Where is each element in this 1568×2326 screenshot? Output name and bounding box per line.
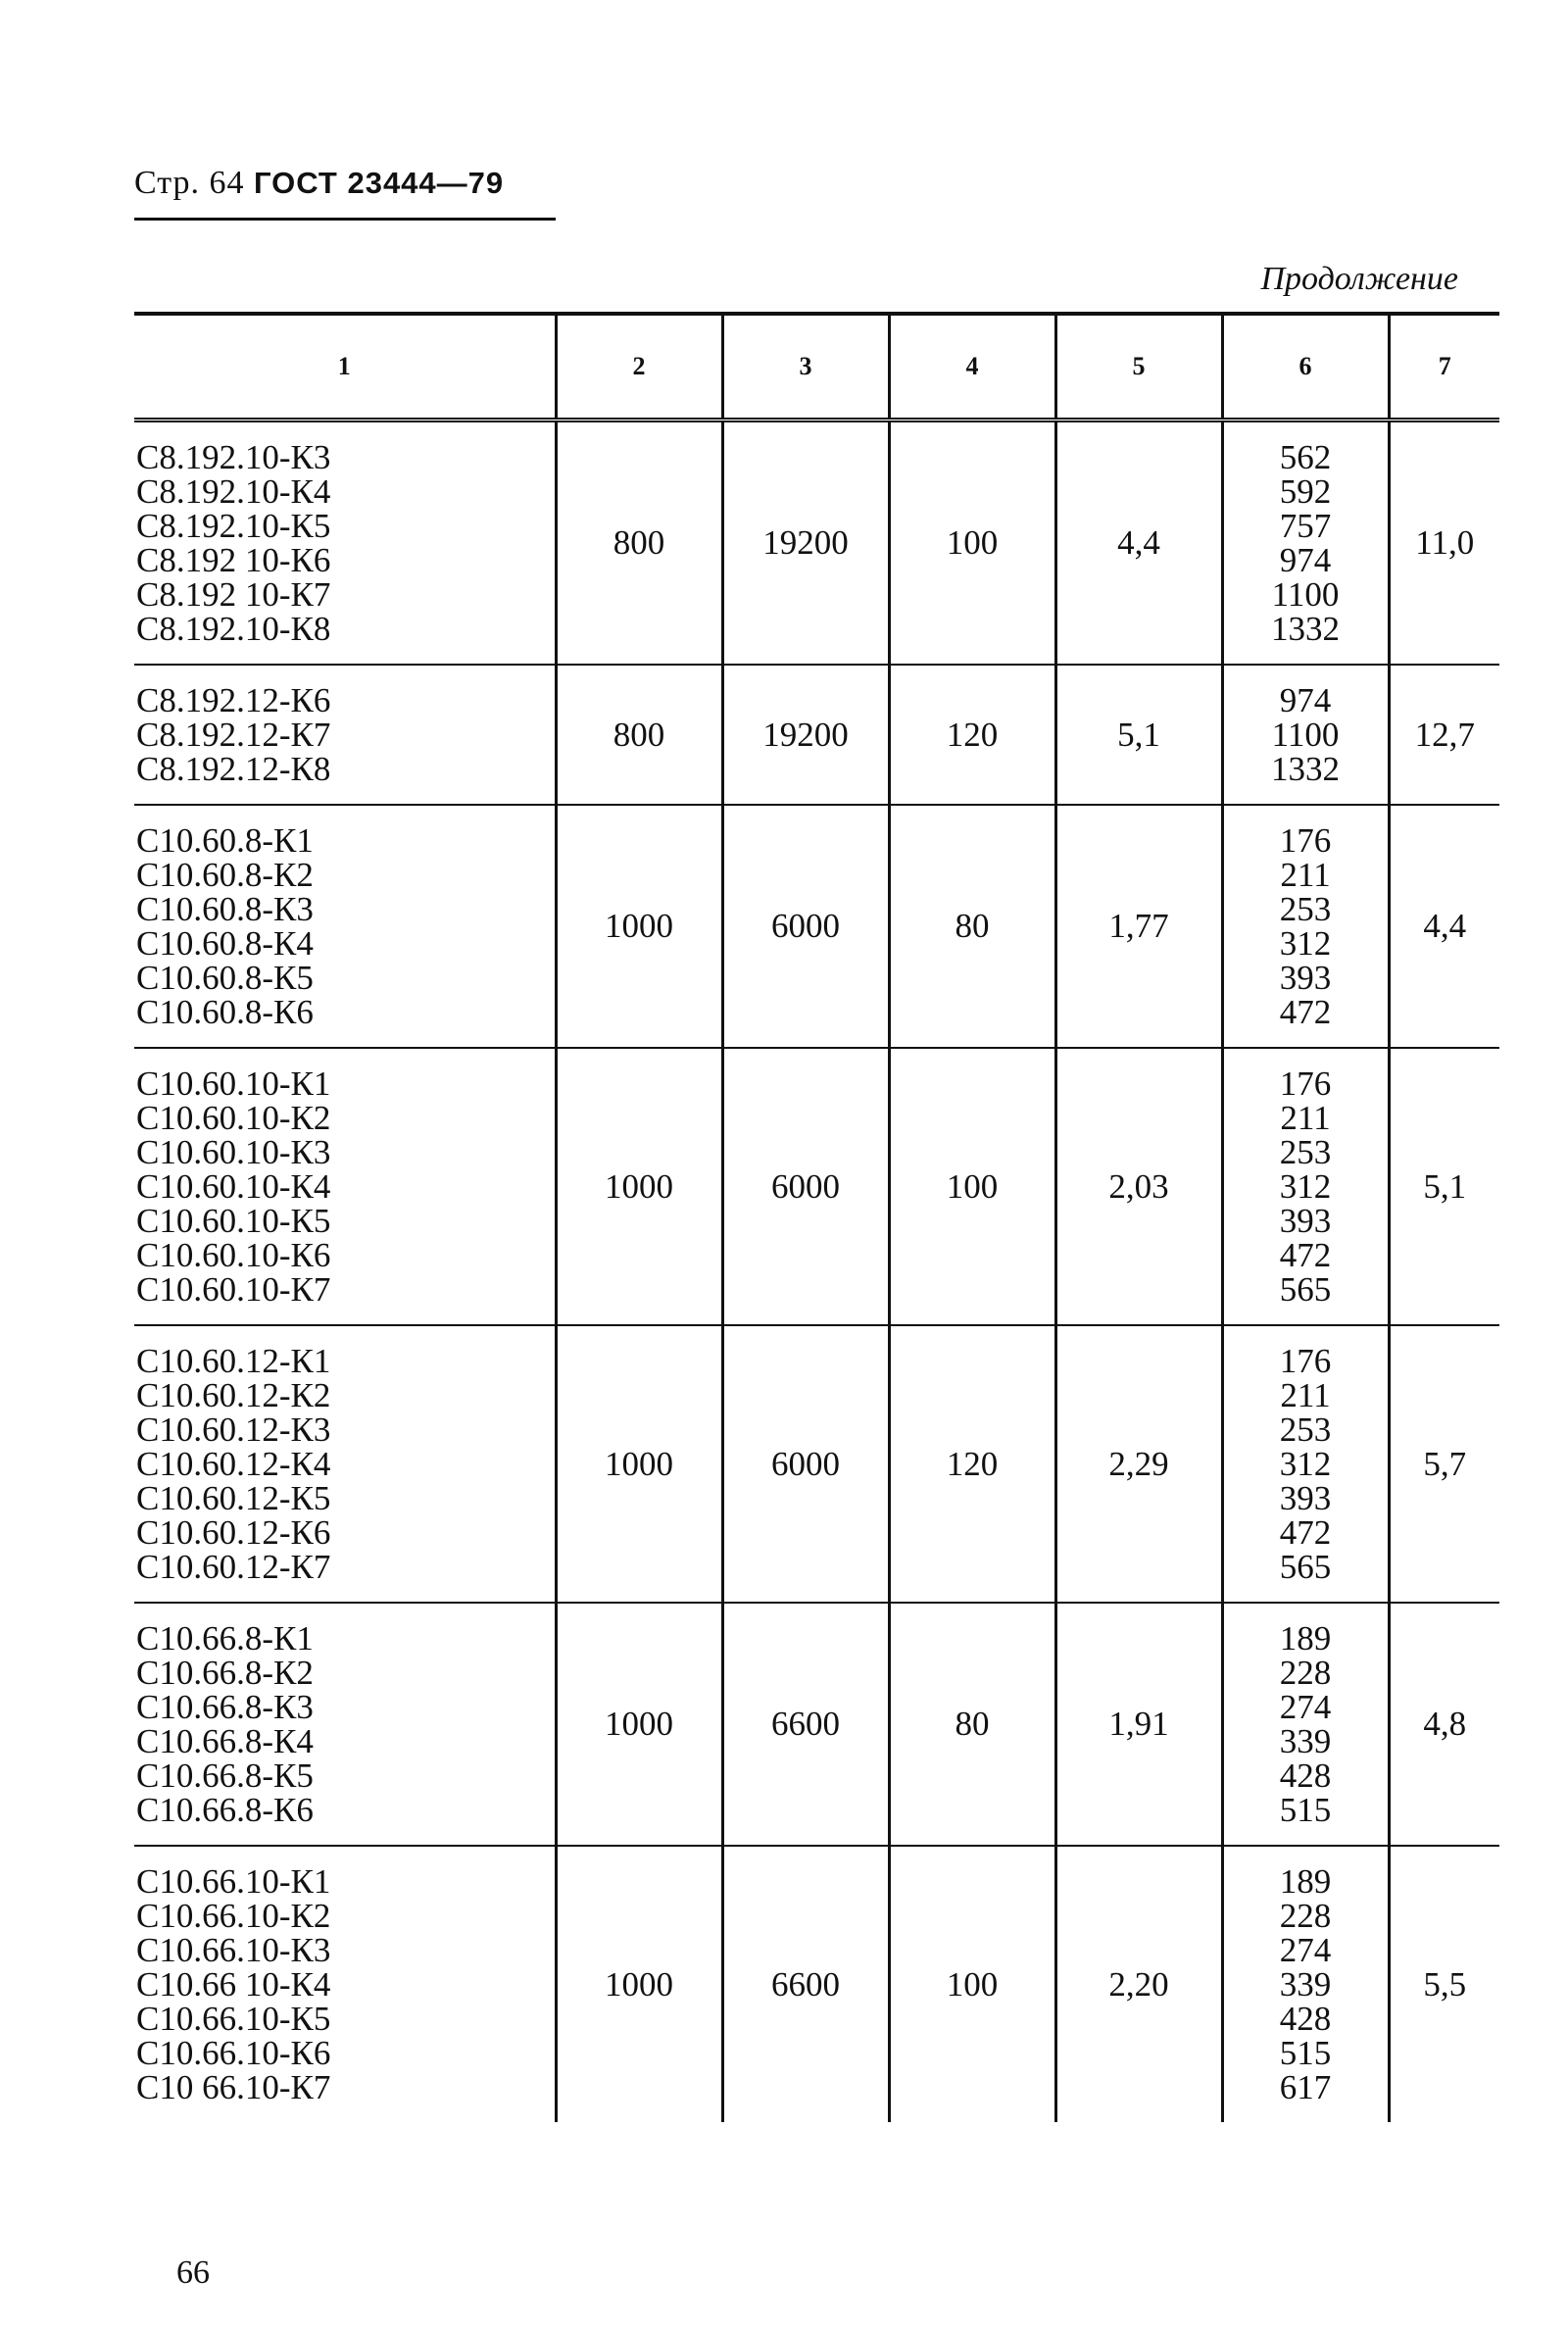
- col6-value: 176: [1279, 1342, 1332, 1380]
- col2-cell: 800: [556, 421, 722, 666]
- column-number: 3: [722, 314, 889, 421]
- col2-cell: 1000: [556, 1325, 722, 1603]
- designation: С10.60.10-К4: [136, 1167, 331, 1206]
- table-row: [134, 805, 1499, 1048]
- designation: С8.192.12-К7: [136, 716, 331, 754]
- designation: С10.66.10-К5: [136, 2000, 331, 2038]
- col6-value: 176: [1279, 821, 1332, 860]
- designation: С10.60.10-К2: [136, 1099, 331, 1137]
- designation-cell: [134, 805, 556, 1048]
- designation: С10.60.10-К7: [136, 1270, 331, 1309]
- column-number: 7: [1389, 314, 1499, 421]
- table-body: [134, 421, 1499, 2123]
- col4-cell: 120: [889, 1325, 1055, 1603]
- designation-cell: [134, 665, 556, 805]
- col3-cell: 6000: [722, 1325, 889, 1603]
- col6-cell: [1222, 1048, 1389, 1325]
- col6-value: 617: [1279, 2068, 1332, 2106]
- col6-value: 472: [1279, 1236, 1332, 1274]
- designation: С10.60.10-К5: [136, 1202, 331, 1240]
- designation: С10.60.8-К2: [136, 856, 314, 894]
- col6-value: 1332: [1271, 750, 1340, 788]
- col6-value: 274: [1279, 1931, 1332, 1969]
- col3-cell: 6600: [722, 1603, 889, 1846]
- col2-cell: 800: [556, 665, 722, 805]
- col5-cell: 5,1: [1055, 665, 1222, 805]
- col6-value: 1332: [1271, 610, 1340, 648]
- designation: С10.60.10-К3: [136, 1133, 331, 1171]
- gost-designation: ГОСТ 23444—79: [254, 166, 505, 200]
- col6-value: 312: [1279, 1167, 1332, 1206]
- col6-value: 312: [1279, 924, 1332, 963]
- designation: С10.60.10-К1: [136, 1064, 331, 1103]
- col7-cell: 4,4: [1389, 805, 1499, 1048]
- col6-value: 974: [1279, 681, 1332, 719]
- column-number-row: [134, 314, 1499, 421]
- page-number: 66: [176, 2254, 210, 2291]
- table-row: [134, 421, 1499, 666]
- designation: С8.192 10-К6: [136, 541, 331, 579]
- table-row: [134, 1603, 1499, 1846]
- col6-value: 393: [1279, 1479, 1332, 1517]
- col6-cell: [1222, 421, 1389, 666]
- designation-cell: [134, 1603, 556, 1846]
- designation: С8.192.12-К8: [136, 750, 331, 788]
- col6-value: 472: [1279, 1513, 1332, 1552]
- col6-value: 393: [1279, 1202, 1332, 1240]
- designation: С10.60.12-К1: [136, 1342, 331, 1380]
- col4-cell: 80: [889, 805, 1055, 1048]
- designation: С10.60.12-К2: [136, 1376, 331, 1414]
- col3-cell: 19200: [722, 421, 889, 666]
- col6-cell: [1222, 1325, 1389, 1603]
- designation: С10.66.8-К1: [136, 1619, 314, 1658]
- col6-value: 189: [1279, 1862, 1332, 1901]
- designation: С10.66.10-К1: [136, 1862, 331, 1901]
- designation: С8.192 10-К7: [136, 575, 331, 614]
- col4-cell: 100: [889, 1846, 1055, 2122]
- designation-cell: [134, 1048, 556, 1325]
- col3-cell: 6600: [722, 1846, 889, 2122]
- designation-cell: [134, 421, 556, 666]
- col6-value: 211: [1280, 1376, 1331, 1414]
- table-row: [134, 1325, 1499, 1603]
- col7-cell: 11,0: [1389, 421, 1499, 666]
- col6-value: 339: [1279, 1722, 1332, 1760]
- col5-cell: 2,20: [1055, 1846, 1222, 2122]
- col6-value: 592: [1279, 472, 1332, 511]
- col6-value: 428: [1279, 1757, 1332, 1795]
- col6-cell: [1222, 805, 1389, 1048]
- col7-cell: 4,8: [1389, 1603, 1499, 1846]
- designation: С10.60.8-К1: [136, 821, 314, 860]
- designation: С10.60.8-К5: [136, 959, 314, 997]
- designation: С10.60.8-К4: [136, 924, 314, 963]
- col5-cell: 2,29: [1055, 1325, 1222, 1603]
- col6-value: 253: [1279, 890, 1332, 928]
- designation: С10.66.8-К4: [136, 1722, 314, 1760]
- designation: С10.60.8-К3: [136, 890, 314, 928]
- column-number: 4: [889, 314, 1055, 421]
- col6-value: 1100: [1271, 716, 1340, 754]
- col6-cell: [1222, 1846, 1389, 2122]
- col4-cell: 100: [889, 421, 1055, 666]
- table-row: [134, 1048, 1499, 1325]
- designation-cell: [134, 1846, 556, 2122]
- col3-cell: 6000: [722, 805, 889, 1048]
- col6-value: 176: [1279, 1064, 1332, 1103]
- continued-label: Продолжение: [1260, 261, 1458, 297]
- column-number: 6: [1222, 314, 1389, 421]
- col6-value: 565: [1279, 1548, 1332, 1586]
- col6-value: 312: [1279, 1445, 1332, 1483]
- col6-value: 228: [1279, 1897, 1332, 1935]
- col5-cell: 1,91: [1055, 1603, 1222, 1846]
- table-row: [134, 1846, 1499, 2122]
- col2-cell: 1000: [556, 1603, 722, 1846]
- col6-value: 428: [1279, 2000, 1332, 2038]
- col6-value: 393: [1279, 959, 1332, 997]
- col6-value: 974: [1279, 541, 1332, 579]
- col7-cell: 5,5: [1389, 1846, 1499, 2122]
- col2-cell: 1000: [556, 1846, 722, 2122]
- column-number: 5: [1055, 314, 1222, 421]
- header-rule: [134, 218, 556, 221]
- designation: С10.60.10-К6: [136, 1236, 331, 1274]
- col7-cell: 5,7: [1389, 1325, 1499, 1603]
- designation: С10.66.8-К6: [136, 1791, 314, 1829]
- designation: С10.60.12-К6: [136, 1513, 331, 1552]
- col2-cell: 1000: [556, 1048, 722, 1325]
- col7-cell: 12,7: [1389, 665, 1499, 805]
- designation: С10.60.12-К4: [136, 1445, 331, 1483]
- designation: С10.60.12-К3: [136, 1410, 331, 1449]
- designation: С10.66.10-К2: [136, 1897, 331, 1935]
- designation: С8.192.10-К5: [136, 507, 331, 545]
- col6-value: 339: [1279, 1965, 1332, 2004]
- designation: С8.192.10-К3: [136, 438, 331, 476]
- designation: С10.66.10-К3: [136, 1931, 331, 1969]
- col6-value: 228: [1279, 1654, 1332, 1692]
- col6-value: 565: [1279, 1270, 1332, 1309]
- designation: С10.66 10-К4: [136, 1965, 331, 2004]
- col6-value: 189: [1279, 1619, 1332, 1658]
- column-number: 1: [134, 314, 556, 421]
- col6-value: 211: [1280, 856, 1331, 894]
- col3-cell: 6000: [722, 1048, 889, 1325]
- col5-cell: 1,77: [1055, 805, 1222, 1048]
- col6-cell: [1222, 1603, 1389, 1846]
- column-number: 2: [556, 314, 722, 421]
- designation: С10.66.8-К3: [136, 1688, 314, 1726]
- col6-value: 562: [1279, 438, 1332, 476]
- col6-value: 472: [1279, 993, 1332, 1031]
- col7-cell: 5,1: [1389, 1048, 1499, 1325]
- col6-value: 515: [1279, 2034, 1332, 2072]
- designation: С10.60.12-К7: [136, 1548, 331, 1586]
- col6-value: 757: [1279, 507, 1332, 545]
- page-label: Стр. 64: [134, 165, 245, 201]
- col6-value: 253: [1279, 1410, 1332, 1449]
- data-table: [134, 312, 1499, 2122]
- designation: С10 66.10-К7: [136, 2068, 331, 2106]
- col4-cell: 80: [889, 1603, 1055, 1846]
- designation: С8.192.10-К8: [136, 610, 331, 648]
- col4-cell: 100: [889, 1048, 1055, 1325]
- col5-cell: 2,03: [1055, 1048, 1222, 1325]
- col6-value: 253: [1279, 1133, 1332, 1171]
- col6-value: 274: [1279, 1688, 1332, 1726]
- designation: С10.60.8-К6: [136, 993, 314, 1031]
- col5-cell: 4,4: [1055, 421, 1222, 666]
- col4-cell: 120: [889, 665, 1055, 805]
- designation: С10.66.8-К2: [136, 1654, 314, 1692]
- table-row: [134, 665, 1499, 805]
- col3-cell: 19200: [722, 665, 889, 805]
- designation: С10.60.12-К5: [136, 1479, 331, 1517]
- col6-value: 211: [1280, 1099, 1331, 1137]
- designation: С8.192.12-К6: [136, 681, 331, 719]
- col6-cell: [1222, 665, 1389, 805]
- designation: С10.66.8-К5: [136, 1757, 314, 1795]
- designation: С8.192.10-К4: [136, 472, 331, 511]
- page-header: [134, 165, 504, 202]
- col2-cell: 1000: [556, 805, 722, 1048]
- col6-value: 1100: [1271, 575, 1340, 614]
- designation-cell: [134, 1325, 556, 1603]
- col6-value: 515: [1279, 1791, 1332, 1829]
- designation: С10.66.10-К6: [136, 2034, 331, 2072]
